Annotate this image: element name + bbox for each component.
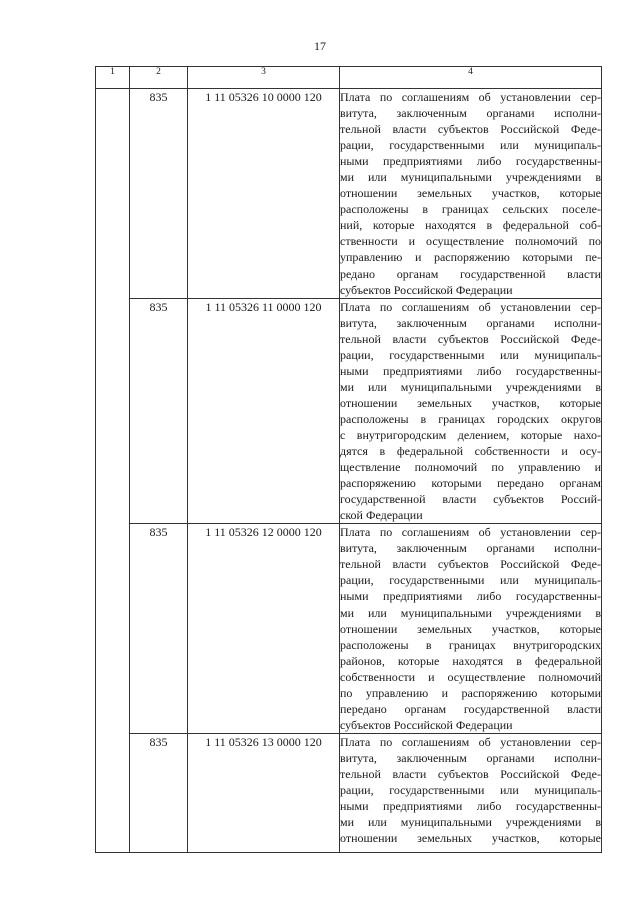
description-line: субъектов Российской Федерации: [340, 282, 513, 297]
description-line: Плата по соглашениям об установлении сер-: [340, 90, 601, 104]
table-row: [96, 298, 602, 524]
description-line: расположены в границах внутригородских: [340, 637, 601, 652]
table-header-row: [96, 67, 602, 89]
description-line: отношении земельных участков, которые: [340, 395, 601, 410]
description-line: ми или муниципальными учреждениями в: [340, 815, 601, 830]
description-line: Плата по соглашениям об установлении сер-: [340, 734, 601, 749]
description-line: рации, государственными или муниципаль-: [340, 138, 601, 153]
description-line: тельной власти субъектов Российской Феде-: [340, 557, 601, 572]
description-line: ными предприятиями либо государственны-: [340, 154, 601, 169]
kbk-code-cell: 1 11 05326 10 0000 120: [188, 89, 340, 299]
column-header-1: 1: [96, 67, 130, 89]
description-line: отношении земельных участков, которые: [340, 621, 601, 636]
page-number: 17: [314, 39, 326, 53]
description-line: ми или муниципальными учреждениями в: [340, 379, 601, 394]
description-line: ми или муниципальными учреждениями в: [340, 605, 601, 620]
table-row: [96, 89, 602, 299]
description-line: районов, которые находятся в федеральной: [340, 653, 601, 668]
description-line: Плата по соглашениям об установлении сер-: [340, 299, 601, 314]
table-row: [96, 524, 602, 734]
admin-code-cell: 835: [130, 89, 188, 299]
column-header-4: 4: [340, 67, 602, 89]
description-line: передано органам государственной власти: [340, 701, 601, 716]
description-line: рации, государственными или муниципаль-: [340, 573, 601, 588]
column-header-3: 3: [188, 67, 340, 89]
description-cell: [340, 298, 602, 524]
description-line: ний, которые находятся в федеральной соб-: [340, 218, 601, 233]
column-header-2: 2: [130, 67, 188, 89]
description-line: государственной власти субъектов Россий-: [340, 492, 601, 507]
description-line: расположены в границах городских округов: [340, 411, 601, 426]
description-line: ской Федерации: [340, 508, 423, 523]
description-line: Плата по соглашениям об установлении сер-: [340, 525, 601, 540]
description-line: отношении земельных участков, которые: [340, 186, 601, 201]
description-line: дятся в федеральной собственности и осу-: [340, 444, 601, 459]
description-line: тельной власти субъектов Российской Феде-: [340, 766, 601, 781]
description-line: с внутригородским делением, которые нахо-: [340, 427, 601, 442]
description-line: ми или муниципальными учреждениями в: [340, 170, 601, 185]
description-line: субъектов Российской Федерации: [340, 717, 513, 732]
description-line: рации, государственными или муниципаль-: [340, 347, 601, 362]
description-line: ществление полномочий по управлению и: [340, 460, 601, 475]
table-row: [96, 733, 602, 852]
description-cell: [340, 733, 602, 852]
description-line: ными предприятиями либо государственны-: [340, 363, 601, 378]
description-line: расположены в границах сельских поселе-: [340, 202, 601, 217]
description-line: ственности и осуществление полномочий по: [340, 234, 601, 249]
description-line: редано органам государственной власти: [340, 266, 601, 281]
description-line: отношении земельных участков, которые: [340, 831, 601, 846]
description-line: ными предприятиями либо государственны-: [340, 799, 601, 814]
description-cell: [340, 524, 602, 734]
column-1-cell: [96, 89, 130, 853]
description-line: тельной власти субъектов Российской Феде-: [340, 331, 601, 346]
description-cell: [340, 89, 602, 299]
description-line: витута, заключенным органами исполни-: [340, 750, 601, 765]
admin-code-cell: 835: [130, 298, 188, 524]
description-line: собственности и осуществление полномочий: [340, 669, 601, 684]
description-line: витута, заключенным органами исполни-: [340, 541, 601, 556]
admin-code-cell: 835: [130, 733, 188, 852]
description-line: распоряжению которыми передано органам: [340, 476, 601, 491]
description-line: рации, государственными или муниципаль-: [340, 783, 601, 798]
description-line: по управлению и распоряжению которыми: [340, 685, 601, 700]
description-line: ными предприятиями либо государственны-: [340, 589, 601, 604]
description-line: тельной власти субъектов Российской Феде-: [340, 122, 601, 137]
kbk-code-cell: 1 11 05326 12 0000 120: [188, 524, 340, 734]
kbk-code-cell: 1 11 05326 13 0000 120: [188, 733, 340, 852]
admin-code-cell: 835: [130, 524, 188, 734]
description-line: витута, заключенным органами исполни-: [340, 106, 601, 121]
kbk-code-cell: 1 11 05326 11 0000 120: [188, 298, 340, 524]
description-line: витута, заключенным органами исполни-: [340, 315, 601, 330]
description-line: управлению и распоряжению которыми пе-: [340, 250, 601, 265]
budget-code-table: [95, 66, 602, 853]
